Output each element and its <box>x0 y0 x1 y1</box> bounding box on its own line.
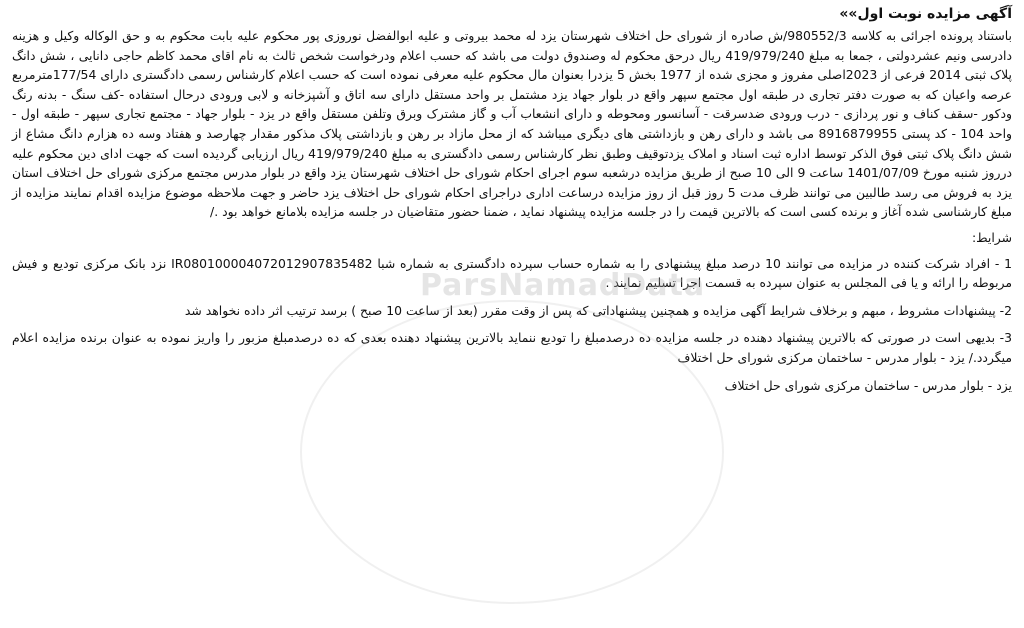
condition-item: 1 - افراد شرکت کننده در مزایده می توانند 10 درصد مبلغ پیشنهادی را به شماره حساب سپرده دادگستری به شماره شبا IR080100004072012907835482 نزد بانک مرکزی تودیع و فیش مربوطه را ارائه و یا فی المجلس به عنوان سپرده به قسمت اجرا تسلیم نمایند . <box>12 255 1012 291</box>
condition-item: 3- بدیهی است در صورتی که بالاترین پیشنهاد دهنده در جلسه مزایده ده درصدمبلغ را تودیع ننماید بالاترین پیشنهاد دهنده بعدی که ده درصدمبلغ مزبور را واریز نموده به عنوان برنده مزایده اعلام میگردد./ یزد - بلوار مدرس - ساختمان مرکزی شورای حل اختلاف <box>12 330 1012 365</box>
watermark: ParsNamadData <box>420 268 706 303</box>
notice-body: باستناد پرونده اجرائی به کلاسه 980552/3/ش صادره از شورای حل اختلاف شهرستان یزد له محمد بیروتی و علیه ابوالفضل نوروزی پور محکوم علیه بابت محکوم به و حق الوکاله وکیل و هزینه دادرسی ونیم عشردولتی ، جمعا به مبلغ 419/979/240 ریال درحق محکوم له وصندوق دولت می باشد که حسب اعلام ودرخواست شخص ثالث به نام اقای محمد کاظم حاجی دانایی ، شش دانگ پلاک ثبتی 2014 فرعی از 2023اصلی مفروز و مجزی شده از 1977 بخش 5 یزدرا بعنوان مال محکوم علیه معرفی نموده است که حسب اعلام کارشناس رسمی دادگستری دارای 177/54مترمربع عرصه واعیان که به صورت دفتر تجاری در طبقه اول مجتمع سپهر واقع در بلوار جهاد یزد مشتمل بر واحد مستقل دارای سه اتاق و آشپزخانه و لابی ورودی درحال استفاده -کف سنگ - بدنه رنگ ودکور -سقف کناف و نور پردازی - درب ورودی ضدسرقت - آسانسور ومحوطه و دارای انشعاب آب و گاز مشترک وبرق وتلفن مستقل واقع در یزد - بلوار جهاد - مجتمع تجاری سپهر - طبقه اول - واحد 104 - کد پستی 8916879955 می باشد و دارای رهن و بازداشتی های دیگری میباشد که از محل مازاد بر رهن و بازداشتی پلاک مذکور مقدار چهارصد و هفتاد وسه ده هزارم دانگ مشاع از شش دانگ پلاک ثبتی فوق الذکر توسط اداره ثبت اسناد و املاک یزدتوقیف وطبق نظر کارشناس رسمی دادگستری به مبلغ 419/979/240 ریال ارزیابی گردیده است که جهت ادای دین محکوم علیه درروز شنبه مورخ 1401/07/09 ساعت 9 الی 10 صبح از طریق مزایده درشعبه سوم اجرای احکام شورای حل اختلاف شهرستان یزد واقع در بلوار مدرس مجتمع مرکزی شورای حل اختلاف استان یزد به فروش می رسد طالبین می توانند ظرف مدت 5 روز قبل از روز مزایده درساعت اداری دراجرای احکام شورای حل اختلاف یزد حاضر و جهت ملاحظه موضوع مزایده اقدام نمایند مزایده از مبلغ کارشناسی شده آغاز و برنده کسی است که بالاترین قیمت را در جلسه مزایده پیشنهاد نماید ، ضمنا حضور متقاضیان در جلسه مزایده بلامانع خواهد بود ./ <box>12 28 1012 220</box>
conditions-heading: شرایط: <box>971 229 1012 245</box>
footer-address: یزد - بلوار مدرس - ساختمان مرکزی شورای حل اختلاف <box>724 377 1012 393</box>
condition-item: 2- پیشنهادات مشروط ، مبهم و برخلاف شرایط آگهی مزایده و همچنین پیشنهاداتی که پس از وقت مقرر (بعد از ساعت 10 صبح ) برسد ترتیب اثر داده نخواهد شد <box>184 302 1012 318</box>
notice-title: آگهی مزایده نوبت اول»» <box>839 6 1012 22</box>
